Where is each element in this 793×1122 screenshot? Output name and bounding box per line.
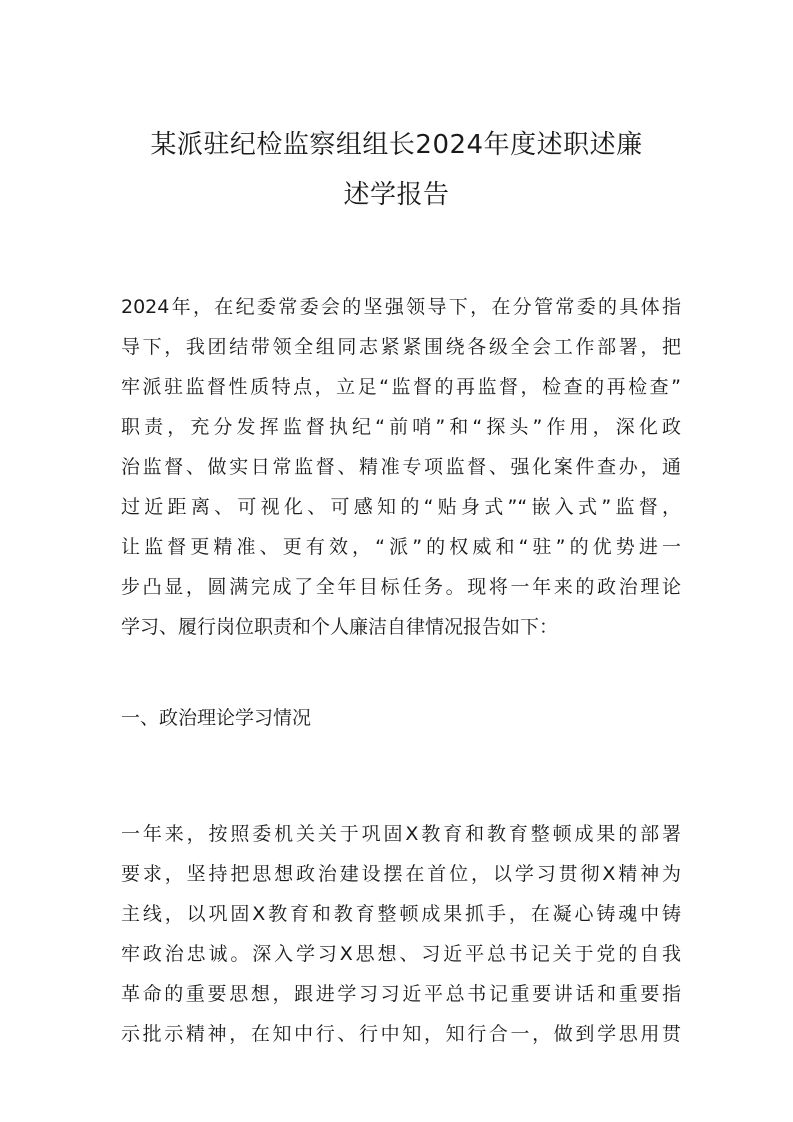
paragraph-line: 过近距离、可视化、可感知的“贴身式”“嵌入式”监督， (121, 496, 681, 518)
paragraph-line: 学习、履行岗位职责和个人廉洁自律情况报告如下： (121, 616, 559, 638)
paragraph-line: 让监督更精准、更有效，“派”的权威和“驻”的优势进一 (121, 536, 681, 558)
paragraph-line: 要求，坚持把思想政治建设摆在首位，以学习贯彻X精神为 (121, 863, 681, 885)
paragraph-line: 一年来，按照委机关关于巩固X教育和教育整顿成果的部署 (121, 823, 681, 845)
paragraph-line: 革命的重要思想，跟进学习习近平总书记重要讲话和重要指 (121, 983, 681, 1005)
title-line: 某派驻纪检监察组组长2024年度述职述廉 (150, 130, 643, 160)
paragraph-line: 治监督、做实日常监督、精准专项监督、强化案件查办，通 (121, 456, 681, 478)
section-heading-text: 一、政治理论学习情况 (121, 707, 312, 729)
paragraph-line: 2024年，在纪委常委会的坚强领导下，在分管常委的具体指 (121, 296, 681, 318)
section-heading (121, 698, 681, 738)
paragraph-line: 主线，以巩固X教育和教育整顿成果抓手，在凝心铸魂中铸 (121, 903, 681, 925)
paragraph-line: 步凸显，圆满完成了全年目标任务。现将一年来的政治理论 (121, 576, 681, 598)
paragraph-line: 职责，充分发挥监督执纪“前哨”和“探头”作用，深化政 (121, 416, 681, 438)
paragraph-line: 示批示精神，在知中行、行中知，知行合一，做到学思用贯 (121, 1023, 681, 1045)
document-title (100, 120, 693, 220)
title-line: 述学报告 (343, 180, 450, 210)
paragraph-line: 牢派驻监督性质特点，立足“监督的再监督，检查的再检查” (121, 376, 681, 398)
section-paragraph (121, 814, 681, 1054)
intro-paragraph (121, 287, 681, 647)
paragraph-line: 导下，我团结带领全组同志紧紧围绕各级全会工作部署，把 (121, 336, 681, 358)
paragraph-line: 牢政治忠诚。深入学习X思想、习近平总书记关于党的自我 (121, 943, 681, 965)
